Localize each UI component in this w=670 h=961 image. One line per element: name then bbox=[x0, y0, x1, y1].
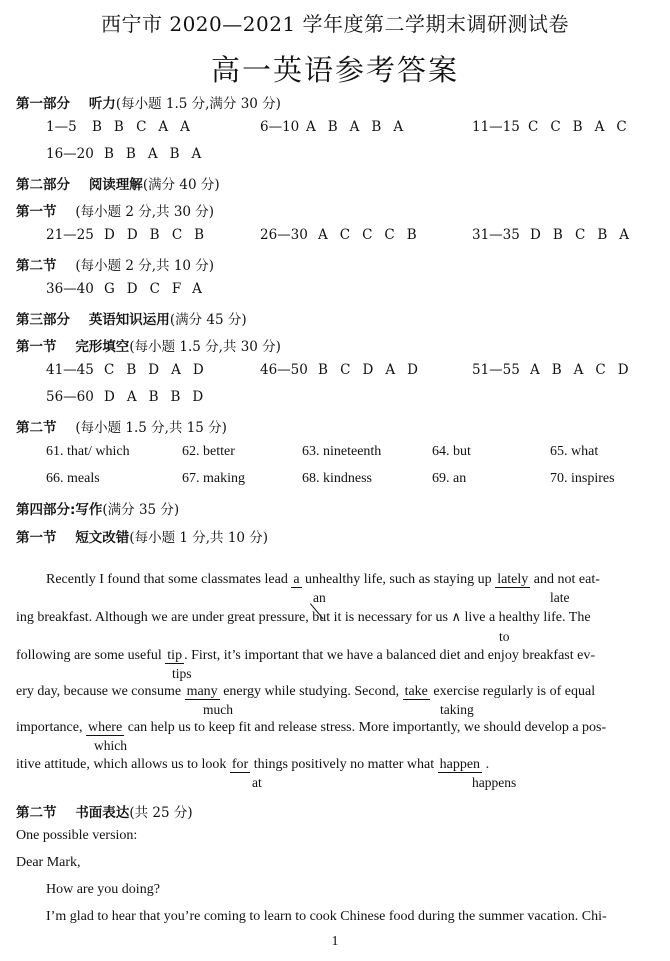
passage-answers-row: 66. meals 67. making 68. kindness 69. an 70. inspires bbox=[46, 471, 615, 486]
essay-paragraph: How are you doing? bbox=[46, 882, 160, 897]
passage-answers-row: 61. that/ which 62. better 63. nineteenth 64. but 65. what bbox=[46, 444, 599, 459]
correction-line: following are some useful tip . First, it’s important that we have a balanced diet and enjoy breakfast ev- bbox=[16, 648, 595, 663]
correction-fix: tips bbox=[172, 666, 192, 681]
correction-fix: happens bbox=[472, 775, 517, 790]
page-number: 1 bbox=[331, 934, 339, 949]
answer-row: 21—25 DDBCB 26—30 ACCCB 31—35 DBCBA bbox=[46, 227, 641, 243]
essay-paragraph: I’m glad to hear that you’re coming to learn to cook Chinese food during the summer vacation. Chi- bbox=[46, 909, 607, 924]
document-subtitle: 高一英语参考答案 bbox=[210, 53, 459, 87]
correction-line: importance, where can help us to keep fit and release stress. More importantly, we should develop a pos- bbox=[16, 720, 607, 735]
correction-fix: which bbox=[94, 738, 127, 753]
error-word: take bbox=[404, 684, 428, 699]
error-word: where bbox=[87, 720, 123, 735]
correction-line: Recently I found that some classmates lead a unhealthy life, such as staying up lately and not eat- bbox=[46, 572, 600, 587]
essay-greeting: Dear Mark, bbox=[16, 855, 81, 870]
part2-header: 第二部分 阅读理解(满分 40 分) bbox=[16, 177, 220, 193]
deleted-word: but bbox=[312, 610, 331, 625]
section-header: 第一节 完形填空(每小题 1.5 分,共 30 分) bbox=[16, 339, 281, 355]
section-header: 第二节 书面表达(共 25 分) bbox=[16, 805, 193, 821]
section-header: 第一节 (每小题 2 分,共 30 分) bbox=[16, 204, 215, 220]
essay-intro: One possible version: bbox=[16, 828, 138, 843]
correction-fix: an bbox=[313, 590, 326, 605]
answer-row: 1—5 BBCAA 6—10 ABABA 11—15 CCBAC bbox=[46, 119, 639, 135]
correction-fix: taking bbox=[440, 702, 474, 717]
error-word: tip bbox=[167, 648, 183, 663]
section-header: 第二节 (每小题 1.5 分,共 15 分) bbox=[16, 420, 227, 436]
error-word: for bbox=[231, 757, 249, 772]
answer-row: 16—20 BBABA bbox=[46, 146, 214, 162]
document-title: 西宁市 2020—2021 学年度第二学期末调研测试卷 bbox=[100, 12, 569, 36]
part1-header: 第一部分 听力(每小题 1.5 分,满分 30 分) bbox=[16, 96, 281, 112]
answer-row: 56—60 DABBD bbox=[46, 389, 216, 405]
part3-header: 第三部分 英语知识运用(满分 45 分) bbox=[16, 312, 247, 328]
error-word: a bbox=[293, 572, 300, 587]
correction-line: ery day, because we consume many energy while studying. Second, take exercise regularly is of equal bbox=[16, 684, 596, 699]
section-header: 第一节 短文改错(每小题 1 分,共 10 分) bbox=[16, 530, 269, 546]
error-word: lately bbox=[497, 572, 529, 587]
error-word: happen bbox=[439, 757, 481, 772]
correction-line: ing breakfast. Although we are under great pressure, but it is necessary for us ∧ live a healthy life. The bbox=[16, 610, 591, 625]
section-header: 第二节 (每小题 2 分,共 10 分) bbox=[16, 258, 215, 274]
answer-row: 36—40 GDCFA bbox=[46, 281, 214, 297]
error-word: many bbox=[186, 684, 218, 699]
correction-fix: late bbox=[550, 590, 570, 605]
answer-row: 41—45 CBDAD 46—50 BCDAD 51—55 ABACD bbox=[46, 362, 641, 378]
insert-caret-icon: ∧ bbox=[451, 610, 461, 625]
part4-header: 第四部分:写作(满分 35 分) bbox=[16, 502, 180, 518]
correction-fix: much bbox=[203, 702, 233, 717]
correction-fix: to bbox=[499, 629, 510, 644]
correction-line: itive attitude, which allows us to look for things positively no matter what happen . bbox=[16, 757, 490, 772]
correction-fix: at bbox=[252, 775, 262, 790]
